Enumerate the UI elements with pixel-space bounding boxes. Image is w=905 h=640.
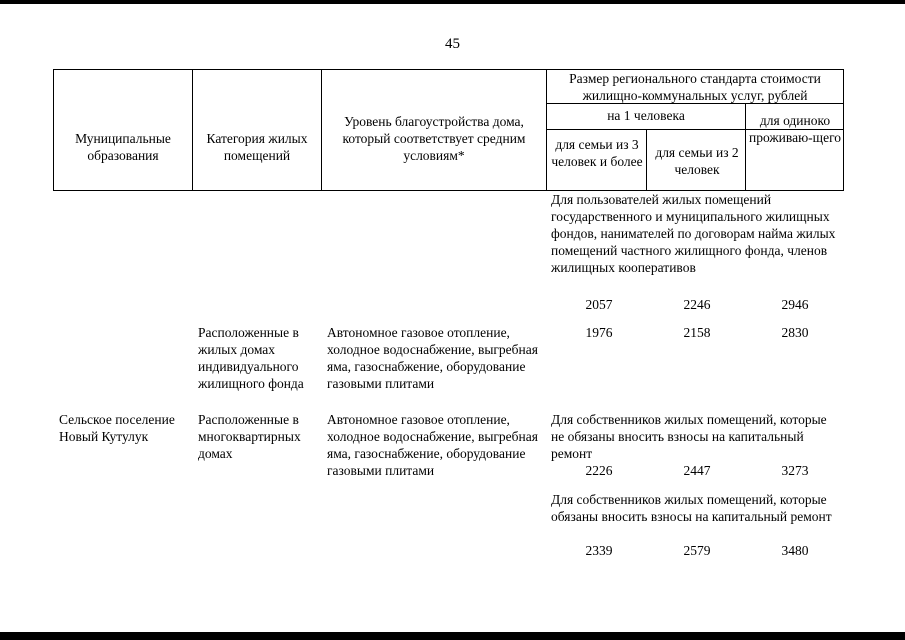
top-border [0,0,905,4]
row1-category: Расположенные в жилых домах индивидуального жилищного фонда [198,325,304,391]
header-size: Размер регионального стандарта стоимости жилищно-коммунальных услуг, рублей [569,71,821,103]
header-family3: для семьи из 3 человек и более [551,137,643,169]
row1-level: Автономное газовое отопление, холодное водоснабжение, выгребная яма, газоснабжение, оборудование газовыми плитами [327,325,538,391]
header-category: Категория жилых помещений [206,131,308,163]
value-users-family3: 2057 [585,297,613,312]
owners-yes-value-single: 3480 [781,543,809,558]
owners-yes-value-family3: 2339 [585,543,613,558]
header-per-person: на 1 человека [607,108,685,123]
owners-no-value-family3: 2226 [585,463,613,478]
value-users-family2: 2246 [683,297,711,312]
municipality-name: Сельское поселение Новый Кутулук [59,412,175,444]
row1-value-family3: 1976 [585,325,613,340]
page-number: 45 [445,36,460,52]
header-family2: для семьи из 2 человек [655,145,739,177]
bottom-border [0,632,905,640]
row2-level: Автономное газовое отопление, холодное водоснабжение, выгребная яма, газоснабжение, оборудование газовыми плитами [327,412,538,478]
owners-no-value-single: 3273 [781,463,809,478]
note-owners-no: Для собственников жилых помещений, которые не обязаны вносить взносы на капитальный ремонт [551,412,827,461]
header-single: для одиноко проживаю-щего [748,113,842,145]
value-users-single: 2946 [781,297,809,312]
row1-value-family2: 2158 [683,325,711,340]
note-owners-yes: Для собственников жилых помещений, которые обязаны вносить взносы на капитальный ремонт [551,492,832,524]
owners-yes-value-family2: 2579 [683,543,711,558]
row2-category: Расположенные в многоквартирных домах [198,412,301,461]
header-municipal: Муниципальные образования [75,131,171,163]
header-level: Уровень благоустройства дома, который соответствует средним условиям* [342,114,526,163]
owners-no-value-family2: 2447 [683,463,711,478]
note-users: Для пользователей жилых помещений государственного и муниципального жилищных фондов, нанимателей по договорам найма жилых помещений частного жилищного фонда, членов жилищных кооперативов [551,192,836,275]
row1-value-single: 2830 [781,325,809,340]
